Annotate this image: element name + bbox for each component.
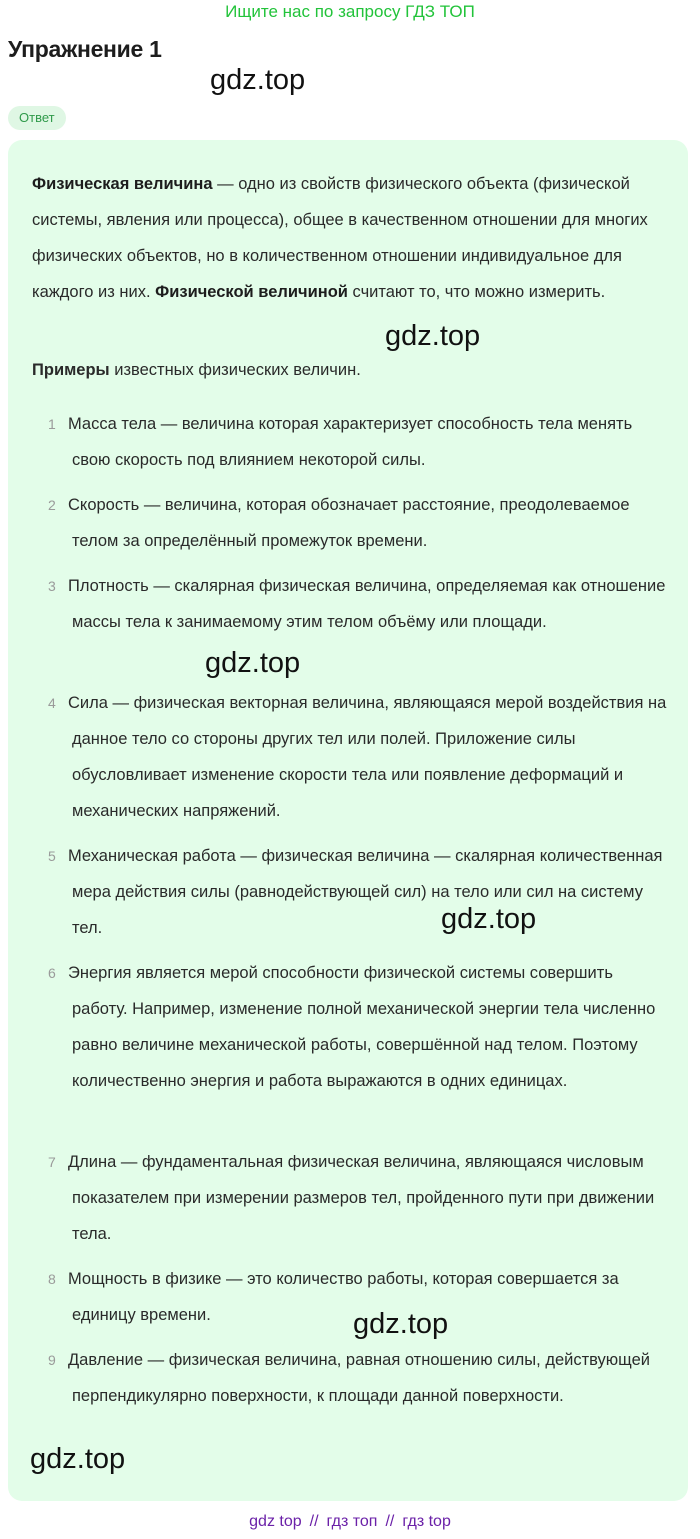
intro-text-2: считают то, что можно измерить. bbox=[347, 283, 606, 301]
watermark: gdz.top bbox=[30, 1443, 126, 1475]
footer-link-gdz-top-mixed[interactable]: гдз top bbox=[402, 1513, 451, 1530]
watermark: gdz.top bbox=[385, 320, 481, 352]
list-text: Энергия является мерой способности физической системы совершить работу. Например, изменение полной механической энергии тела численно равно величине механической работы, совершённой над телом. Поэтому количественно энергия и работа выражаются в одних единицах. bbox=[68, 964, 656, 1090]
list-text: Мощность в физике — это количество работы, которая совершается за единицу времени. bbox=[68, 1270, 619, 1324]
watermark: gdz.top bbox=[205, 647, 301, 679]
examples-term: Примеры bbox=[32, 361, 110, 379]
list-text: Масса тела — величина которая характеризует способность тела менять свою скорость под влиянием некоторой силы. bbox=[68, 415, 633, 469]
footer-link-gdz-top-ru[interactable]: гдз топ bbox=[326, 1513, 378, 1530]
list-text: Механическая работа — физическая величина — скалярная количественная мера действия силы (равнодействующей сил) на тело или сил на систему тел. bbox=[68, 847, 663, 937]
list-text: Скорость — величина, которая обозначает расстояние, преодолеваемое телом за определённый промежуток времени. bbox=[68, 496, 630, 550]
watermark: gdz.top bbox=[441, 903, 537, 935]
list-number: 6 bbox=[48, 965, 56, 981]
search-banner: Ищите нас по запросу ГДЗ ТОП bbox=[225, 2, 475, 21]
watermark: gdz.top bbox=[210, 64, 306, 96]
list-number: 2 bbox=[48, 497, 56, 513]
intro-paragraph bbox=[32, 166, 672, 310]
watermark: gdz.top bbox=[353, 1308, 449, 1340]
examples-text: известных физических величин. bbox=[109, 361, 361, 379]
term-physical-quantity-2: Физической величиной bbox=[155, 283, 348, 301]
list-text: Длина — фундаментальная физическая величина, являющаяся числовым показателем при измерении размеров тел, пройденного пути при движении тела. bbox=[68, 1153, 655, 1243]
answer-badge[interactable]: Ответ bbox=[8, 106, 66, 130]
term-physical-quantity: Физическая величина bbox=[32, 175, 213, 193]
list-number: 1 bbox=[48, 416, 56, 432]
list-text: Плотность — скалярная физическая величина, определяемая как отношение массы тела к занимаемому этим телом объёму или площади. bbox=[68, 577, 666, 631]
list-text: Давление — физическая величина, равная отношению силы, действующей перпендикулярно поверхности, к площади данной поверхности. bbox=[68, 1351, 650, 1405]
list-number: 5 bbox=[48, 848, 56, 864]
list-number: 9 bbox=[48, 1352, 56, 1368]
page-title: Упражнение 1 bbox=[8, 36, 162, 62]
examples-heading bbox=[32, 352, 672, 388]
list-number: 4 bbox=[48, 695, 56, 711]
footer-link-gdz-top[interactable]: gdz top bbox=[249, 1513, 302, 1530]
list-number: 7 bbox=[48, 1154, 56, 1170]
list-text: Сила — физическая векторная величина, являющаяся мерой воздействия на данное тело со стороны других тел или полей. Приложение силы обусловливает изменение скорости тела или появление деформаций и механических напряжений. bbox=[68, 694, 667, 820]
footer-links bbox=[0, 1513, 700, 1531]
list-number: 8 bbox=[48, 1271, 56, 1287]
intro-text: — одно из свойств физического объекта (физической системы, явления или процесса), общее в качественном отношении для многих физических объектов, но в количественном отношении индивидуальное для каждого из них. bbox=[32, 175, 648, 301]
footer-separator: // bbox=[309, 1513, 319, 1530]
list-number: 3 bbox=[48, 578, 56, 594]
footer-separator: // bbox=[385, 1513, 395, 1530]
